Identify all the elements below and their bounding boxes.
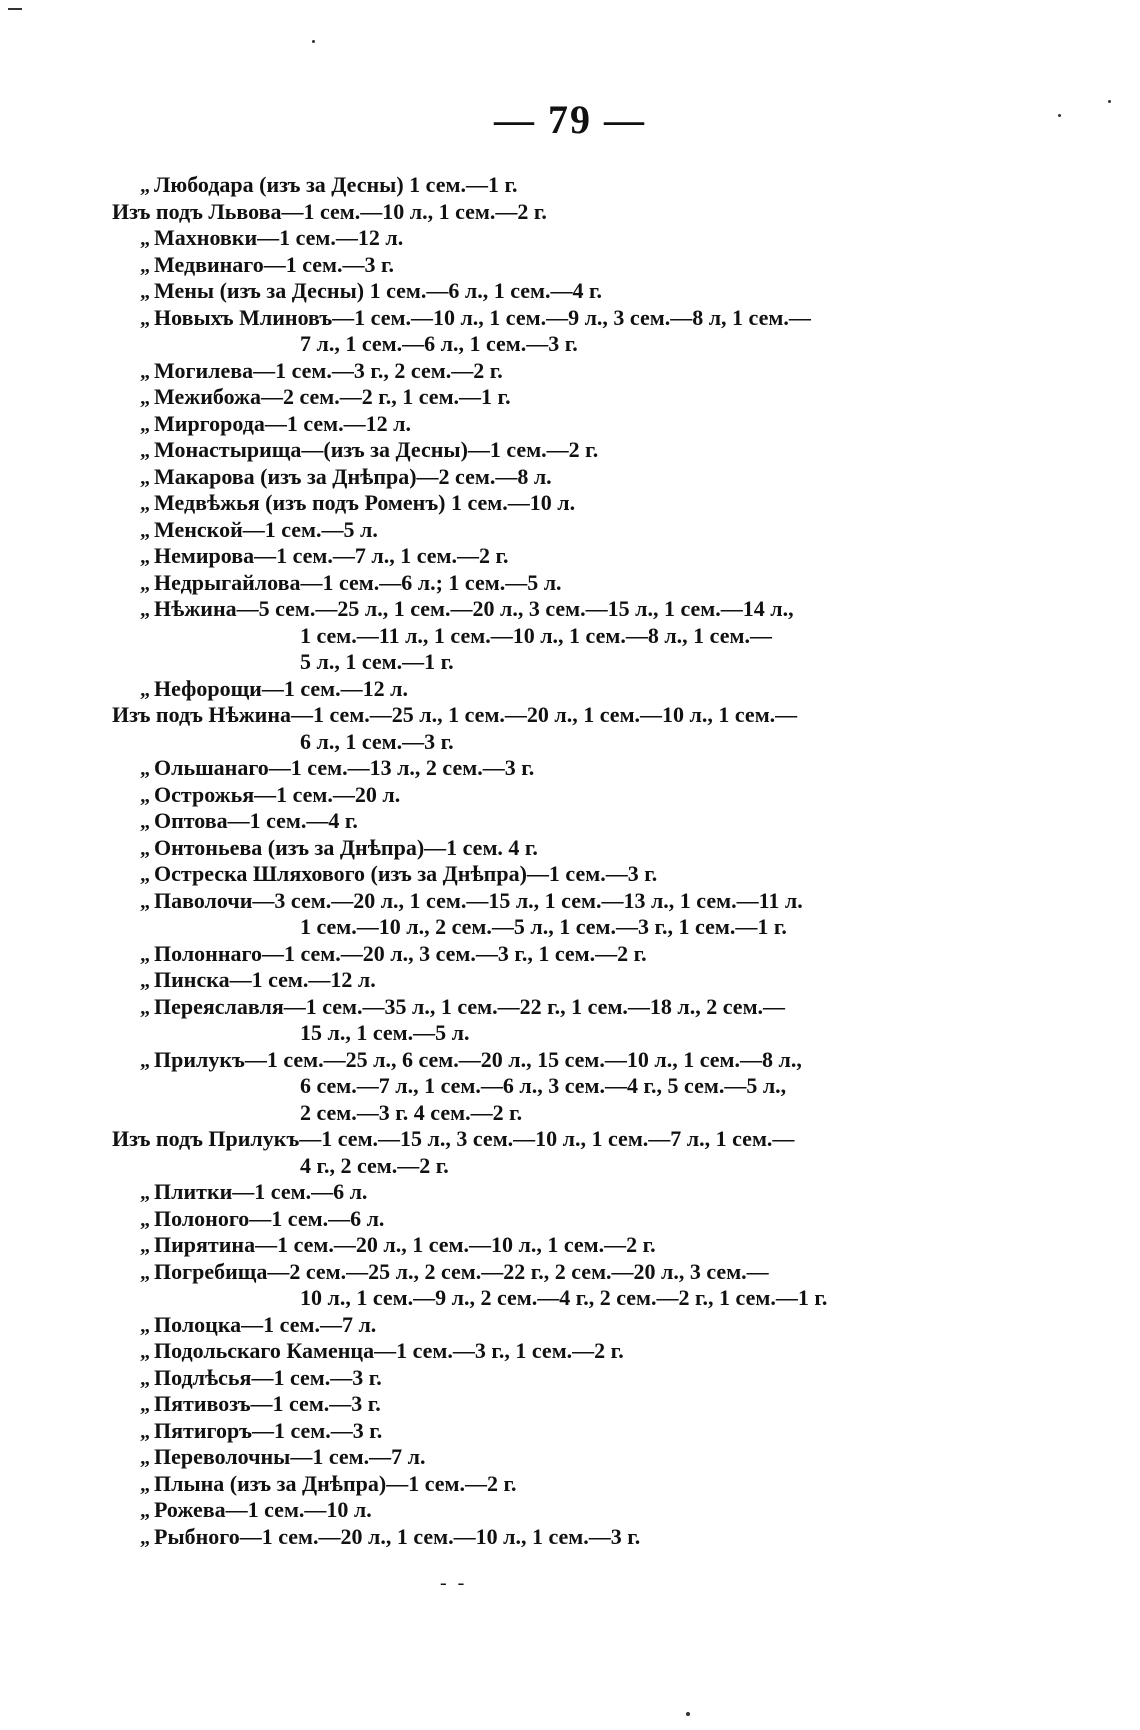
entry-line bbox=[0, 888, 1140, 915]
entry-text: Медвѣжья (изъ подъ Роменъ) 1 сем.—10 л. bbox=[154, 490, 576, 515]
entry-text: Плитки—1 сем.—6 л. bbox=[154, 1179, 368, 1204]
entry-line bbox=[0, 1073, 1140, 1100]
entry-line bbox=[0, 517, 1140, 544]
ditto-mark: „ bbox=[140, 784, 150, 807]
entry-line bbox=[0, 1047, 1140, 1074]
entry-line bbox=[0, 1259, 1140, 1286]
entry-line bbox=[0, 1391, 1140, 1418]
entry-line bbox=[0, 411, 1140, 438]
entry-line bbox=[0, 358, 1140, 385]
scan-speck bbox=[8, 8, 22, 10]
ditto-mark: „ bbox=[140, 466, 150, 489]
entry-text: Изъ подъ Нѣжина—1 сем.—25 л., 1 сем.—20 л., 1 сем.—10 л., 1 сем.— bbox=[112, 702, 798, 727]
entry-text: Немирова—1 сем.—7 л., 1 сем.—2 г. bbox=[154, 543, 509, 568]
entry-text: Прилукъ—1 сем.—25 л., 6 сем.—20 л., 15 сем.—10 л., 1 сем.—8 л., bbox=[154, 1046, 802, 1072]
entry-line bbox=[0, 782, 1140, 809]
ditto-mark: „ bbox=[140, 281, 150, 303]
entry-line bbox=[0, 808, 1140, 835]
entry-line bbox=[0, 172, 1140, 199]
entry-text: Переволочны—1 сем.—7 л. bbox=[154, 1444, 426, 1469]
ditto-mark: „ bbox=[140, 228, 150, 250]
entry-line bbox=[0, 384, 1140, 411]
entry-text: Полоннаго—1 сем.—20 л., 3 сем.—3 г., 1 сем.—2 г. bbox=[154, 940, 647, 966]
entry-text: 1 сем.—10 л., 2 сем.—5 л., 1 сем.—3 г., 1 сем.—1 г. bbox=[300, 914, 787, 939]
entry-text: Плына (изъ за Днѣпра)—1 сем.—2 г. bbox=[154, 1470, 517, 1496]
ditto-mark: „ bbox=[140, 1473, 150, 1496]
entry-line bbox=[0, 1471, 1140, 1498]
entry-text: 4 г., 2 сем.—2 г. bbox=[300, 1152, 449, 1178]
ditto-mark: „ bbox=[140, 1182, 150, 1204]
ditto-mark: „ bbox=[140, 1049, 150, 1072]
entry-text: Новыхъ Млиновъ—1 сем.—10 л., 1 сем.—9 л., 3 сем.—8 л, 1 сем.— bbox=[154, 304, 811, 330]
entry-line bbox=[0, 835, 1140, 862]
entry-line bbox=[0, 543, 1140, 570]
entry-text: Менской—1 сем.—5 л. bbox=[154, 516, 378, 542]
entry-text: 6 л., 1 сем.—3 г. bbox=[300, 728, 454, 754]
entry-text: Подлѣсья—1 сем.—3 г. bbox=[154, 1364, 382, 1390]
entry-line bbox=[0, 1285, 1140, 1312]
entry-text: Межибожа—2 сем.—2 г., 1 сем.—1 г. bbox=[154, 384, 511, 409]
entry-line bbox=[0, 331, 1140, 358]
entry-text: Монастырища—(изъ за Десны)—1 сем.—2 г. bbox=[154, 437, 599, 462]
entry-line bbox=[0, 437, 1140, 464]
entry-line bbox=[0, 199, 1140, 226]
ditto-mark: „ bbox=[140, 864, 150, 886]
entry-line bbox=[0, 1524, 1140, 1551]
entry-line bbox=[0, 305, 1140, 332]
ditto-mark: „ bbox=[140, 1420, 150, 1443]
entry-line bbox=[0, 914, 1140, 941]
entry-text: Пятивозъ—1 сем.—3 г. bbox=[154, 1391, 381, 1416]
entry-line bbox=[0, 225, 1140, 252]
ditto-mark: „ bbox=[140, 493, 150, 515]
entry-text: 5 л., 1 сем.—1 г. bbox=[300, 649, 454, 674]
entry-text: Острожья—1 сем.—20 л. bbox=[154, 781, 401, 807]
scan-speck bbox=[1058, 114, 1061, 117]
entry-text: 15 л., 1 сем.—5 л. bbox=[300, 1020, 470, 1045]
entry-text: Переяславля—1 сем.—35 л., 1 сем.—22 г., 1 сем.—18 л., 2 сем.— bbox=[154, 993, 786, 1019]
ditto-mark: „ bbox=[140, 307, 150, 330]
entry-line bbox=[0, 1100, 1140, 1127]
ditto-mark: „ bbox=[140, 811, 150, 833]
entry-line bbox=[0, 1179, 1140, 1206]
entry-text: Рыбного—1 сем.—20 л., 1 сем.—10 л., 1 сем.—3 г. bbox=[154, 1523, 641, 1549]
ditto-mark: „ bbox=[140, 1526, 150, 1549]
entry-text: Макарова (изъ за Днѣпра)—2 сем.—8 л. bbox=[154, 463, 552, 489]
entry-text: Нѣжина—5 сем.—25 л., 1 сем.—20 л., 3 сем.—15 л., 1 сем.—14 л., bbox=[154, 596, 794, 621]
ditto-mark: „ bbox=[140, 599, 150, 621]
entry-line bbox=[0, 1497, 1140, 1524]
entry-text: Недрыгайлова—1 сем.—6 л.; 1 сем.—5 л. bbox=[154, 569, 562, 595]
entry-text: Изъ подъ Прилукъ—1 сем.—15 л., 3 сем.—10 л., 1 сем.—7 л., 1 сем.— bbox=[112, 1126, 795, 1151]
entry-line bbox=[0, 1365, 1140, 1392]
entry-text: Любодара (изъ за Десны) 1 сем.—1 г. bbox=[154, 172, 518, 197]
entry-line bbox=[0, 623, 1140, 650]
entry-line bbox=[0, 755, 1140, 782]
entry-text: Онтоньева (изъ за Днѣпра)—1 сем. 4 г. bbox=[154, 834, 538, 860]
ditto-mark: „ bbox=[140, 1261, 150, 1284]
entry-line bbox=[0, 1020, 1140, 1047]
entry-line bbox=[0, 676, 1140, 703]
entry-line bbox=[0, 1126, 1140, 1153]
ditto-mark: „ bbox=[140, 175, 150, 197]
entry-text: Медвинаго—1 сем.—3 г. bbox=[154, 251, 395, 277]
entry-line bbox=[0, 1338, 1140, 1365]
ditto-mark: „ bbox=[140, 1500, 150, 1522]
ditto-mark: „ bbox=[140, 519, 150, 542]
ditto-mark: „ bbox=[140, 1314, 150, 1337]
entry-text: 2 сем.—3 г. 4 сем.—2 г. bbox=[300, 1099, 523, 1125]
entry-line bbox=[0, 702, 1140, 729]
ditto-mark: „ bbox=[140, 678, 150, 701]
entry-text: Оптова—1 сем.—4 г. bbox=[154, 808, 358, 833]
ditto-mark: „ bbox=[140, 970, 150, 992]
ditto-mark: „ bbox=[140, 758, 150, 780]
entry-text: 1 сем.—11 л., 1 сем.—10 л., 1 сем.—8 л., 1 сем.— bbox=[300, 622, 772, 648]
entry-line bbox=[0, 490, 1140, 517]
ditto-mark: „ bbox=[140, 413, 150, 436]
entry-line bbox=[0, 570, 1140, 597]
entry-text: Пятигоръ—1 сем.—3 г. bbox=[154, 1417, 383, 1443]
ditto-mark: „ bbox=[140, 996, 150, 1019]
scan-speck bbox=[686, 1712, 690, 1716]
entry-text: Паволочи—3 сем.—20 л., 1 сем.—15 л., 1 сем.—13 л., 1 сем.—11 л. bbox=[154, 887, 803, 913]
entry-text: Погребища—2 сем.—25 л., 2 сем.—22 г., 2 сем.—20 л., 3 сем.— bbox=[154, 1258, 769, 1284]
entry-text: Ольшанаго—1 сем.—13 л., 2 сем.—3 г. bbox=[154, 755, 535, 780]
entry-text: Пирятина—1 сем.—20 л., 1 сем.—10 л., 1 сем.—2 г. bbox=[154, 1232, 656, 1257]
ditto-mark: „ bbox=[140, 1447, 150, 1469]
ditto-mark: „ bbox=[140, 440, 150, 462]
entry-line bbox=[0, 941, 1140, 968]
entry-text: Могилева—1 сем.—3 г., 2 сем.—2 г. bbox=[154, 357, 503, 383]
entry-text: 6 сем.—7 л., 1 сем.—6 л., 3 сем.—4 г., 5 сем.—5 л., bbox=[300, 1073, 787, 1098]
entry-line bbox=[0, 1232, 1140, 1259]
entry-text: 7 л., 1 сем.—6 л., 1 сем.—3 г. bbox=[300, 331, 578, 356]
entry-text: Мены (изъ за Десны) 1 сем.—6 л., 1 сем.—4 г. bbox=[154, 278, 603, 303]
entry-text: Остреска Шляхового (изъ за Днѣпра)—1 сем.—3 г. bbox=[154, 861, 658, 886]
entry-text: Подольскаго Каменца—1 сем.—3 г., 1 сем.—2 г. bbox=[154, 1338, 624, 1363]
ditto-mark: „ bbox=[140, 387, 150, 409]
ditto-mark: „ bbox=[140, 1235, 150, 1257]
ditto-mark: „ bbox=[140, 943, 150, 966]
ditto-mark: „ bbox=[140, 837, 150, 860]
ditto-mark: „ bbox=[140, 254, 150, 277]
entry-text: Полоцка—1 сем.—7 л. bbox=[154, 1311, 377, 1337]
entry-line bbox=[0, 1418, 1140, 1445]
entry-list bbox=[0, 172, 1140, 1550]
entry-line bbox=[0, 464, 1140, 491]
scan-speck bbox=[1108, 100, 1111, 103]
entry-text: Рожева—1 сем.—10 л. bbox=[154, 1497, 372, 1522]
entry-text: 10 л., 1 сем.—9 л., 2 сем.—4 г., 2 сем.—2 г., 1 сем.—1 г. bbox=[300, 1285, 828, 1310]
entry-text: Нефорощи—1 сем.—12 л. bbox=[154, 675, 408, 701]
page-number: — 79 — bbox=[494, 97, 646, 142]
entry-line bbox=[0, 994, 1140, 1021]
ditto-mark: „ bbox=[140, 572, 150, 595]
entry-text: Миргорода—1 сем.—12 л. bbox=[154, 410, 411, 436]
entry-line bbox=[0, 1444, 1140, 1471]
ditto-mark: „ bbox=[140, 360, 150, 383]
entry-text: Махновки—1 сем.—12 л. bbox=[154, 225, 404, 250]
entry-line bbox=[0, 252, 1140, 279]
entry-line bbox=[0, 278, 1140, 305]
ditto-mark: „ bbox=[140, 546, 150, 568]
entry-text: Полоного—1 сем.—6 л. bbox=[154, 1205, 385, 1231]
ditto-mark: „ bbox=[140, 1341, 150, 1363]
entry-line bbox=[0, 861, 1140, 888]
footer-mark: - - bbox=[440, 1572, 468, 1594]
ditto-mark: „ bbox=[140, 1394, 150, 1416]
entry-line bbox=[0, 649, 1140, 676]
entry-line bbox=[0, 967, 1140, 994]
entry-line bbox=[0, 1206, 1140, 1233]
ditto-mark: „ bbox=[140, 1208, 150, 1231]
scan-speck bbox=[312, 40, 315, 43]
entry-line bbox=[0, 596, 1140, 623]
entry-line bbox=[0, 1153, 1140, 1180]
entry-text: Пинска—1 сем.—12 л. bbox=[154, 967, 376, 992]
ditto-mark: „ bbox=[140, 890, 150, 913]
entry-line bbox=[0, 729, 1140, 756]
entry-line bbox=[0, 1312, 1140, 1339]
ditto-mark: „ bbox=[140, 1367, 150, 1390]
entry-text: Изъ подъ Львова—1 сем.—10 л., 1 сем.—2 г. bbox=[112, 198, 547, 224]
